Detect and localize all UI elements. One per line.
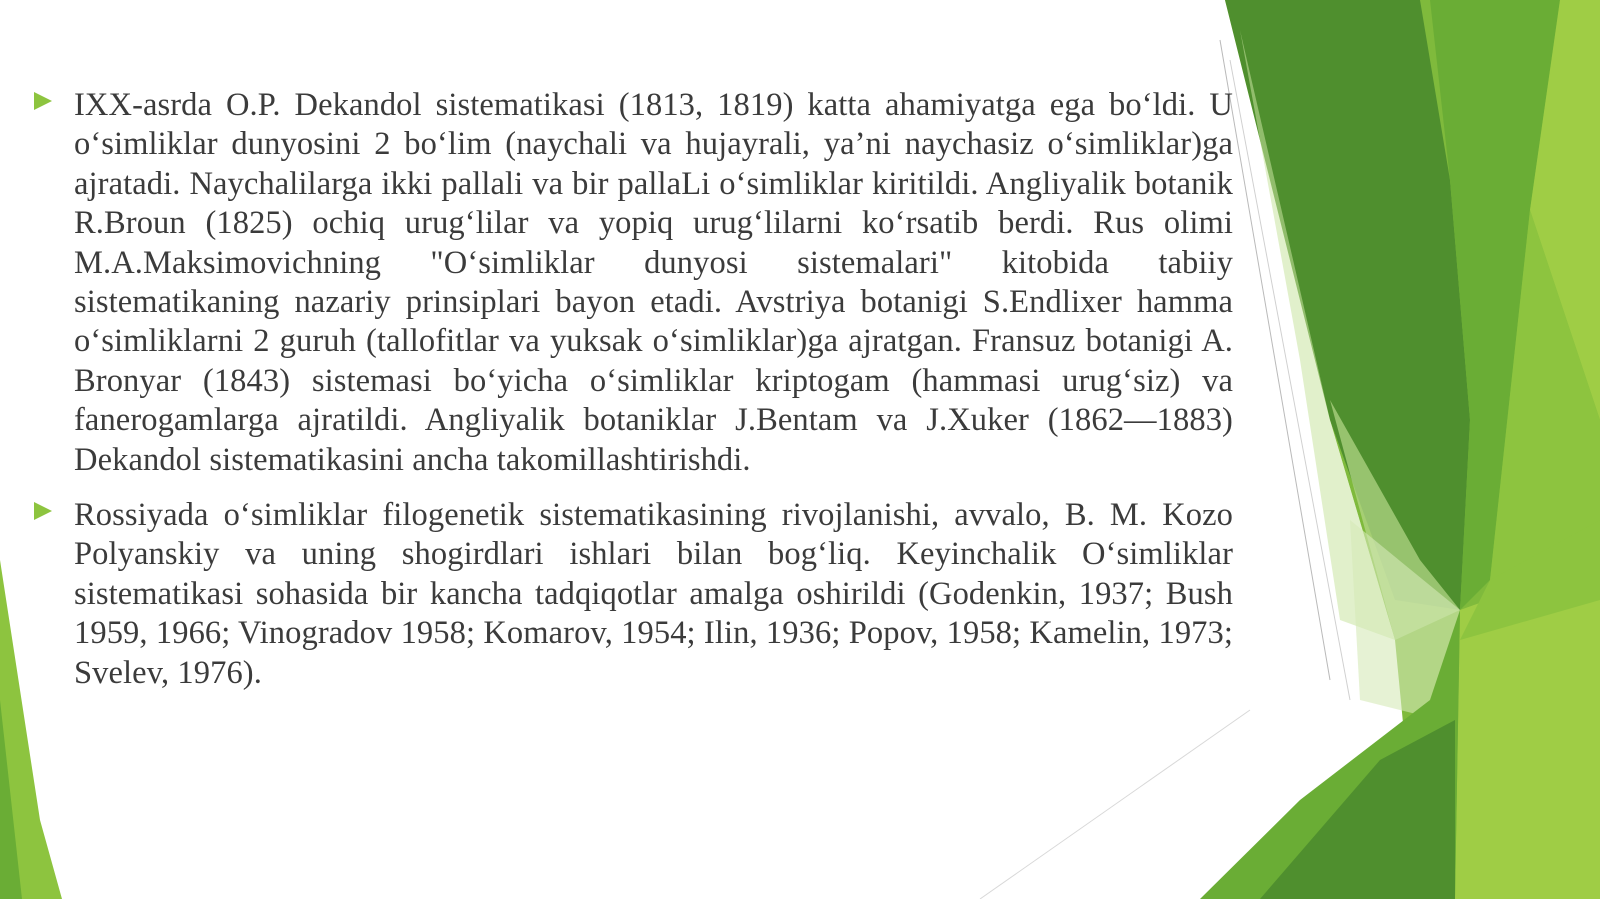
bullet-item [28, 86, 1233, 480]
triangle-bullet-icon [32, 500, 54, 522]
bullet-list [28, 86, 1233, 693]
bullet-text: IXX-asrda O.P. Dekandol sistematikasi (1813, 1819) katta ahamiyatga ega boʻldi. U oʻsimliklar dunyosini 2 boʻlim (naychali va hujayrali, ya’ni naychasiz oʻsimliklar)ga ajratadi. Naychalilarga ikki pallali va bir pallaLi oʻsimliklar kiritildi. Angliyalik botanik R.Broun (1825) ochiq urugʻlilar va yopiq urugʻlilarni koʻrsatib berdi. Rus olimi M.A.Maksimovichning "Oʻsimliklar dunyosi sistemalari" kitobida tabiiy sistematikaning nazariy prinsiplari bayon etadi. Avstriya botanigi S.Endlixer hamma oʻsimliklarni 2 guruh (tallofitlar va yuksak oʻsimliklar)ga ajratgan. Fransuz botanigi A. Bronyar (1843) sistemasi boʻyicha oʻsimliklar kriptogam (hammasi urugʻsiz) va fanerogamlarga ajratildi. Angliyalik botaniklar J.Bentam va J.Xuker (1862—1883) Dekandol sistematikasini ancha takomillashtirishdi. [74, 87, 1233, 478]
bullet-item [28, 496, 1233, 693]
bullet-text: Rossiyada oʻsimliklar filogenetik sistematikasining rivojlanishi, avvalo, B. M. Kozo Polyanskiy va uning shogirdlari ishlari bilan bogʻliq. Keyinchalik Oʻsimliklar sistematikasi sohasida bir kancha tadqiqotlar amalga oshirildi (Godenkin, 1937; Bush 1959, 1966; Vinogradov 1958; Komarov, 1954; Ilin, 1936; Popov, 1958; Kamelin, 1973; Svelev, 1976). [74, 497, 1233, 691]
triangle-bullet-icon [32, 90, 54, 112]
